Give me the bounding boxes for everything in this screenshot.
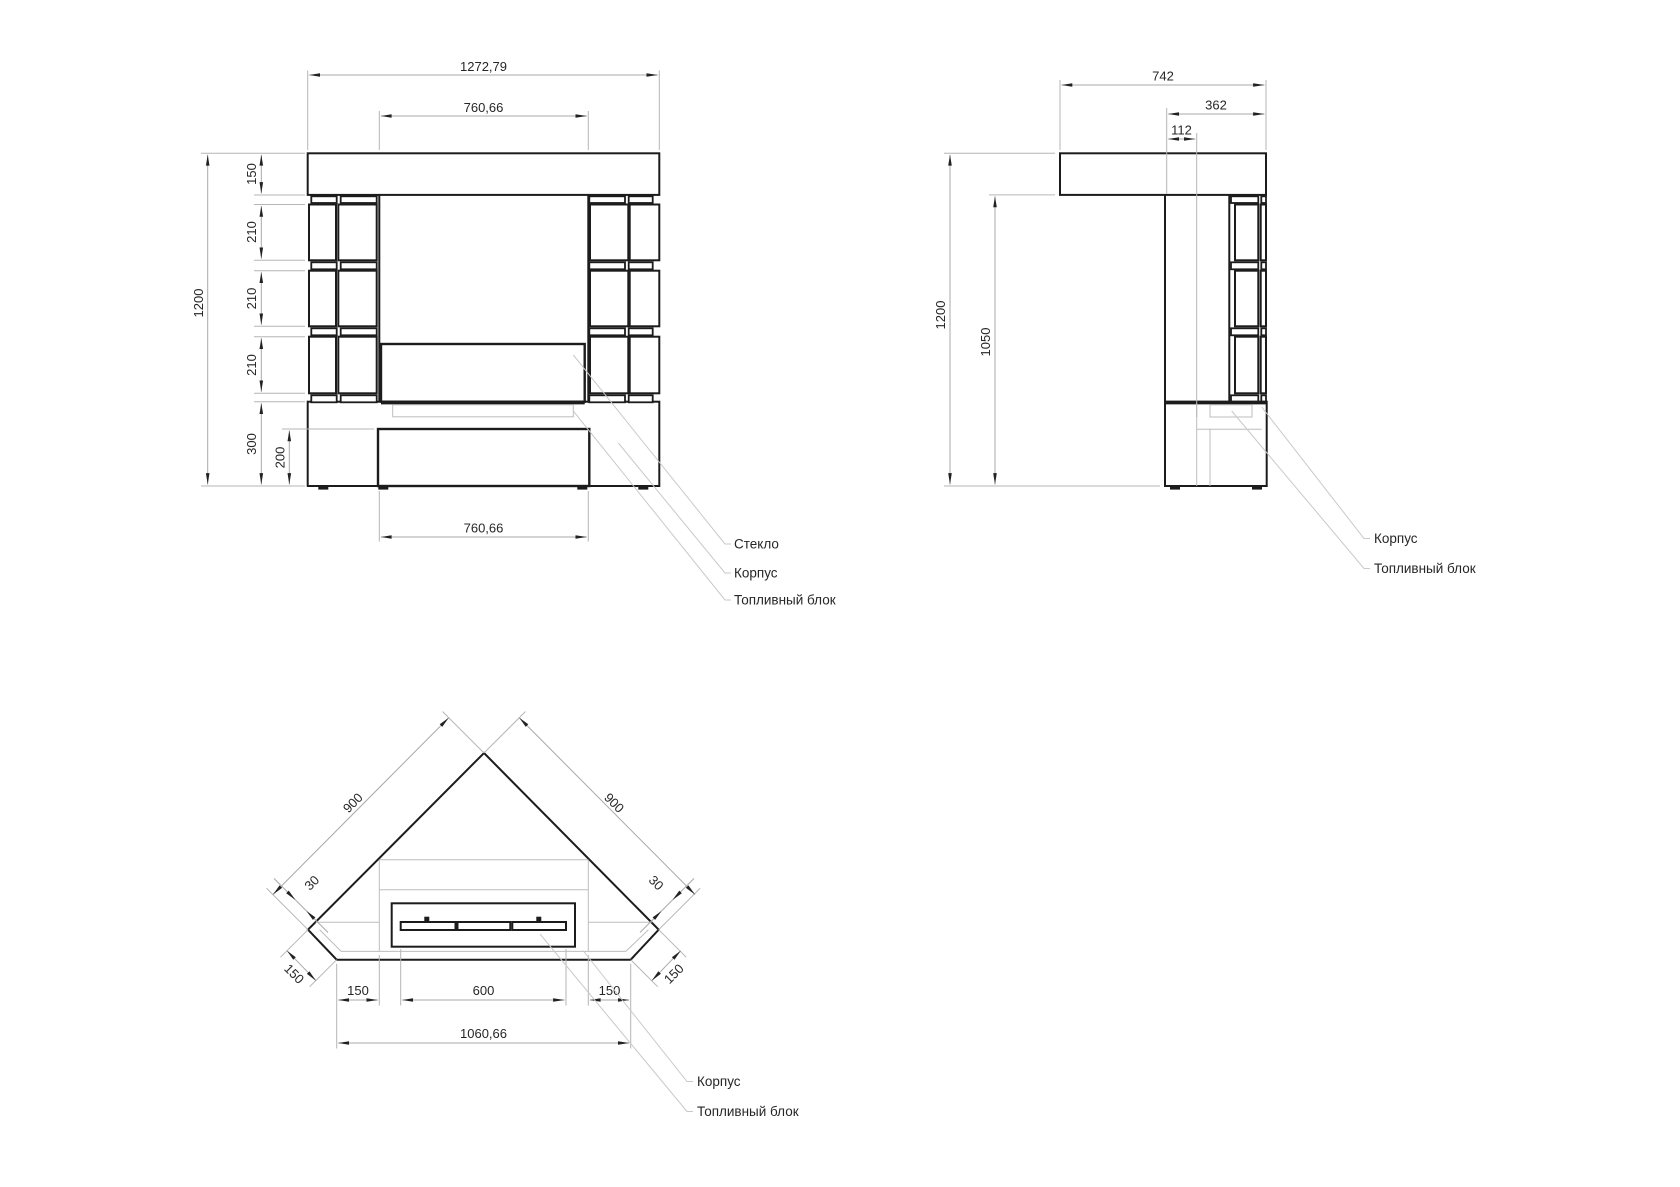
side-block-rows [1235,205,1266,394]
side-label-fuel-block: Топливный блок [1374,561,1476,576]
top-view [267,712,799,1120]
top-dim-inset-left: 150 [347,983,369,998]
top-dim-cut-right: 150 [660,960,687,987]
top-fuel-block-housing [392,903,575,946]
front-dim-total-width: 1272,79 [460,59,507,74]
front-label-glass: Стекло [734,536,779,552]
top-burner-knob-left [424,917,429,923]
front-dim-base-height: 300 [244,433,259,455]
top-label-fuel-block: Топливный блок [697,1104,799,1119]
top-firebox-area [379,860,588,952]
front-drawer [378,429,589,486]
top-burner-knob-right [536,917,541,923]
side-dim-total-height: 1200 [933,300,948,330]
top-dim-cut-left: 150 [281,960,308,987]
front-dim-bottom-width: 760,66 [463,520,504,536]
side-dim-total-depth: 742 [1152,68,1174,84]
top-dim-side-left: 900 [339,789,366,816]
top-dim-overall-width: 1060,66 [460,1026,507,1041]
front-dim-opening-width: 760,66 [463,100,504,115]
front-dim-drawer-height: 200 [272,446,288,469]
front-label-fuel-block: Топливный блок [734,592,836,608]
side-dim-body-depth: 362 [1205,97,1227,113]
side-label-body: Корпус [1374,531,1418,546]
top-burner-slot [401,917,566,930]
front-dim-block-row1: 210 [244,221,259,243]
front-dim-block-row3: 210 [244,354,259,376]
top-dim-thickness-right: 30 [645,872,667,894]
side-base [1165,402,1267,486]
front-dim-total-height: 1200 [191,288,206,318]
side-dim-fuel-offset: 112 [1171,122,1192,138]
front-dim-block-row2: 210 [244,287,259,310]
front-dim-mantel-height: 150 [244,163,259,185]
top-label-body: Корпус [697,1074,741,1089]
side-callouts [1232,407,1476,576]
top-dim-thickness-left: 30 [301,872,323,894]
front-view [191,59,836,608]
front-glass-panel [381,344,585,402]
side-dim-body-height: 1050 [978,327,993,357]
front-mantel [308,153,660,195]
top-dim-burner-width: 600 [472,983,495,998]
top-dim-inset-right: 150 [598,983,621,998]
front-label-body: Корпус [734,565,778,581]
side-view [933,69,1476,577]
top-outer-contour [308,753,659,960]
top-dim-side-right: 900 [601,789,628,816]
top-dimensions [267,712,701,1049]
side-mantel [1060,153,1266,195]
